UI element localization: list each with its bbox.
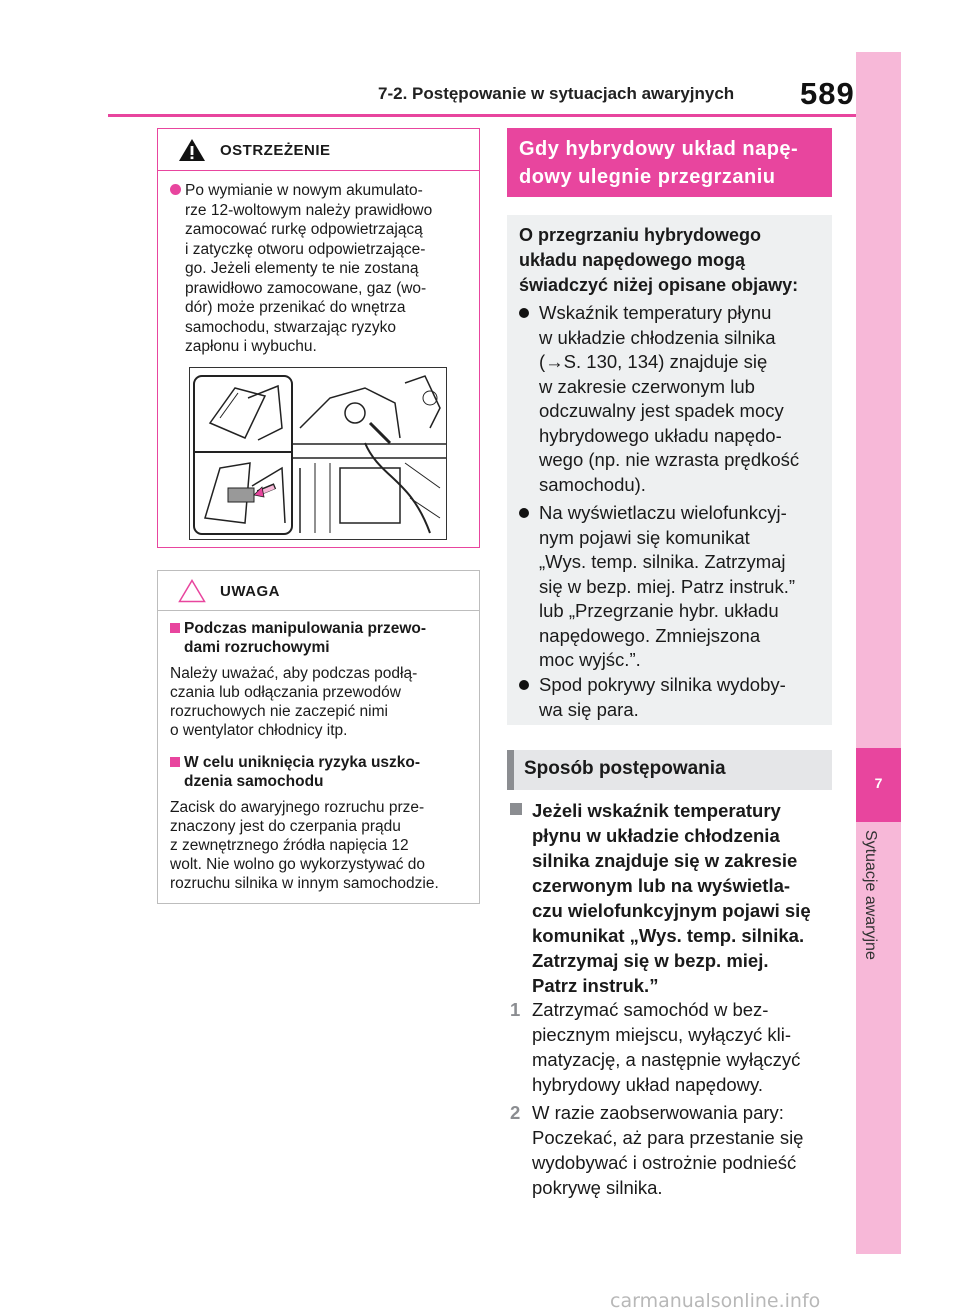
battery-vent-illustration xyxy=(189,367,447,540)
step-line: matyzację, a następnie wyłączyć xyxy=(532,1049,801,1070)
symptom-line: odczuwalny jest spadek mocy xyxy=(539,400,784,421)
caution-section xyxy=(170,753,476,893)
body-line: o wentylator chłodnicy itp. xyxy=(170,722,348,739)
symptom-item xyxy=(519,301,824,497)
symptom-line: się w bezp. miej. Patrz instruk.” xyxy=(539,575,795,597)
step-line: hybrydowy układ napędowy. xyxy=(532,1074,764,1095)
chapter-number: 7 xyxy=(856,748,901,822)
intro-line: O przegrzaniu hybrydowego xyxy=(519,225,762,245)
warning-line: go. Jeżeli elementy te nie zostaną xyxy=(185,260,419,277)
procedure-subheading xyxy=(510,798,830,998)
bullet-dot xyxy=(519,308,529,318)
chapter-title: Sytuacje awaryjne xyxy=(862,830,879,960)
procedure-step xyxy=(510,1100,830,1200)
step-line: piecznym miejscu, wyłączyć kli- xyxy=(532,1024,792,1045)
warning-header xyxy=(158,129,479,171)
symptom-line: (→S. 130, 134) znajduje się xyxy=(539,351,768,372)
warning-line: dór) może przenikać do wnętrza xyxy=(185,299,406,316)
body-line: rozruchowych nie zaczepić nimi xyxy=(170,703,388,720)
subheading-line: Jeżeli wskaźnik temperatury xyxy=(532,800,781,821)
step-line: pokrywę silnika. xyxy=(532,1177,663,1198)
watermark: carmanualsonline.info xyxy=(610,1290,821,1312)
symptom-line: napędowego. Zmniejszona xyxy=(539,624,761,646)
subheading-line: płynu w układzie chłodzenia xyxy=(532,825,780,846)
symptom-line: hybrydowego układu napędo- xyxy=(539,424,782,446)
symptom-line: w zakresie czerwonym lub xyxy=(539,375,755,397)
warning-line: i zatyczkę otworu odpowietrzające- xyxy=(185,240,426,258)
caution-header xyxy=(158,571,479,611)
procedure-heading: Sposób postępowania xyxy=(507,750,832,790)
overheat-title xyxy=(507,128,832,197)
caution-label: UWAGA xyxy=(220,583,280,600)
symptom-line: nym pojawi się komunikat xyxy=(539,526,750,548)
step-line: W razie zaobserwowania pary: xyxy=(532,1102,784,1123)
header-rule xyxy=(108,114,856,117)
subheading-line: silnika znajduje się w zakresie xyxy=(532,850,798,871)
bullet-dot xyxy=(519,680,529,690)
section-marker xyxy=(170,757,180,767)
title-line: dowy ulegnie przegrzaniu xyxy=(519,166,776,188)
symptom-line: moc wyjśc.”. xyxy=(539,649,641,670)
warning-text xyxy=(170,181,470,357)
heading-line: dami rozruchowymi xyxy=(184,639,330,656)
warning-line: prawidłowo zamocowane, gaz (wo- xyxy=(185,279,427,297)
heading-line: dzenia samochodu xyxy=(184,773,324,790)
caution-box xyxy=(157,570,480,904)
caution-heading xyxy=(184,753,476,791)
symptom-line: wego (np. nie wzrasta prędkość xyxy=(539,449,800,470)
caution-triangle-icon xyxy=(178,579,206,603)
symptom-line: Wskaźnik temperatury płynu xyxy=(539,302,772,323)
symptoms-box xyxy=(507,215,832,725)
subheading-line: Zatrzymaj się w bezp. miej. xyxy=(532,950,769,971)
symptom-item xyxy=(519,673,824,722)
step-line: wydobywać i ostrożnie podnieść xyxy=(532,1152,797,1173)
section-title: 7-2. Postępowanie w sytuacjach awaryjnych xyxy=(378,84,735,103)
intro-line: układu napędowego mogą xyxy=(519,250,746,270)
page-number: 589 xyxy=(800,76,855,111)
caution-heading xyxy=(184,619,476,657)
body-line: wolt. Nie wolno go wykorzystywać do xyxy=(170,856,425,873)
warning-line: rze 12-woltowym należy prawidłowo xyxy=(185,201,433,219)
body-line: rozruchu silnika w innym samochodzie. xyxy=(170,875,439,892)
section-marker xyxy=(510,803,522,815)
warning-line: Po wymianie w nowym akumulato- xyxy=(185,182,423,199)
symptom-line: „Wys. temp. silnika. Zatrzymaj xyxy=(539,551,786,572)
section-marker xyxy=(170,623,180,633)
procedure-step xyxy=(510,997,830,1097)
body-line: Zacisk do awaryjnego rozruchu prze- xyxy=(170,799,425,816)
symptom-line: Na wyświetlaczu wielofunkcyj- xyxy=(539,502,787,523)
caution-section xyxy=(170,619,476,740)
bullet-dot xyxy=(519,508,529,518)
caution-body xyxy=(170,664,476,740)
warning-label: OSTRZEŻENIE xyxy=(220,142,331,159)
caution-body xyxy=(170,798,476,893)
warning-line: zapłonu i wybuchu. xyxy=(185,338,317,355)
step-line: Zatrzymać samochód w bez- xyxy=(532,999,769,1020)
chapter-tab xyxy=(856,52,901,1254)
symptom-line: Spod pokrywy silnika wydoby- xyxy=(539,674,786,695)
symptom-line: lub „Przegrzanie hybr. układu xyxy=(539,600,779,621)
warning-line: samochodu, stwarzając ryzyko xyxy=(185,318,397,336)
symptom-line: samochodu). xyxy=(539,473,646,495)
step-number: 2 xyxy=(510,1102,521,1123)
body-line: czania lub odłączania przewodów xyxy=(170,684,401,701)
body-line: Należy uważać, aby podczas podłą- xyxy=(170,665,418,682)
symptom-item xyxy=(519,501,824,673)
body-line: z zewnętrznego źródła napięcia 12 xyxy=(170,837,409,854)
warning-triangle-icon xyxy=(178,138,206,162)
step-line: Poczekać, aż para przestanie się xyxy=(532,1127,804,1148)
body-line: znaczony jest do czerpania prądu xyxy=(170,818,401,835)
symptom-line: w układzie chłodzenia silnika xyxy=(539,326,776,348)
intro-line: świadczyć niżej opisane objawy: xyxy=(519,275,799,295)
heading-line: Podczas manipulowania przewo- xyxy=(184,620,427,637)
step-number: 1 xyxy=(510,999,521,1020)
warning-line: zamocować rurkę odpowietrzającą xyxy=(185,221,423,238)
subheading-line: Patrz instruk.” xyxy=(532,975,659,996)
bullet-dot xyxy=(170,184,181,195)
title-line: Gdy hybrydowy układ napę- xyxy=(519,138,799,160)
subheading-line: komunikat „Wys. temp. silnika. xyxy=(532,925,805,946)
heading-line: W celu uniknięcia ryzyka uszko- xyxy=(184,754,421,771)
subheading-line: czerwonym lub na wyświetla- xyxy=(532,875,791,896)
symptom-line: wa się para. xyxy=(539,698,639,720)
symptoms-intro xyxy=(519,223,819,298)
subheading-line: czu wielofunkcyjnym pojawi się xyxy=(532,900,811,921)
warning-box xyxy=(157,128,480,548)
